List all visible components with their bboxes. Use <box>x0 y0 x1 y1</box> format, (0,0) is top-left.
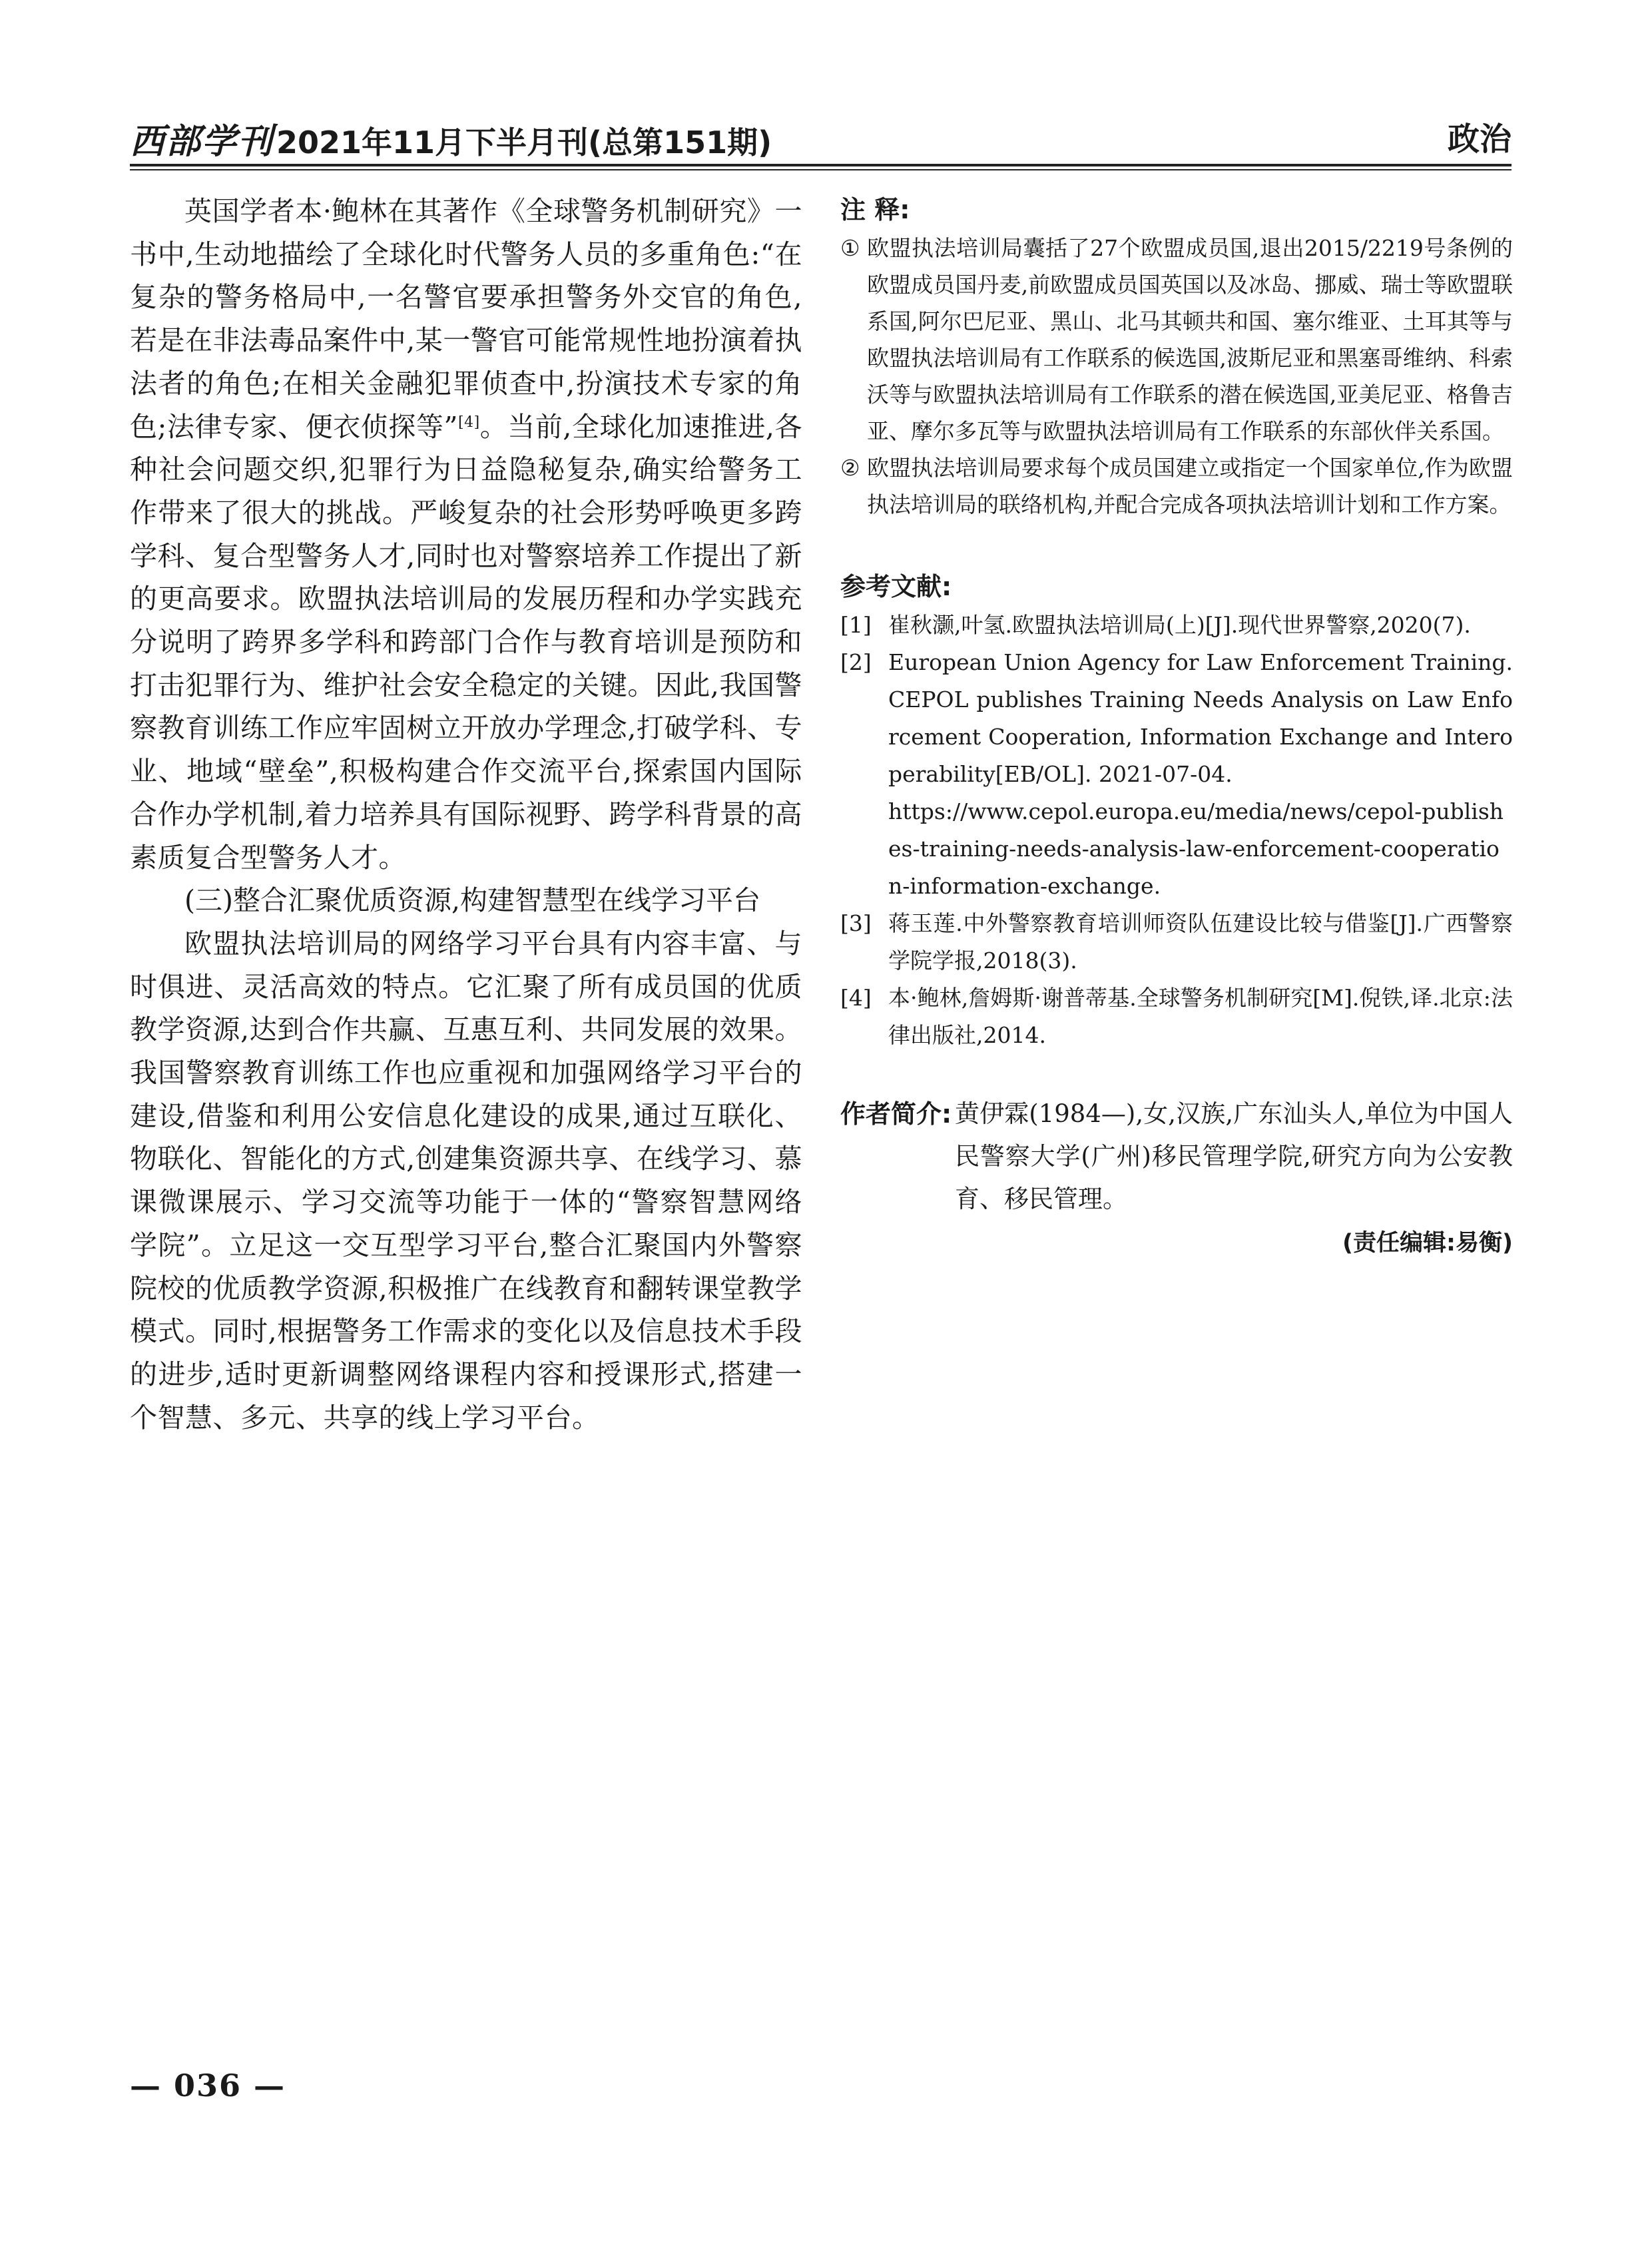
note-text: 欧盟执法培训局要求每个成员国建立或指定一个国家单位,作为欧盟执法培训局的联络机构,并配合完成各项执法培训计划和工作方案。 <box>867 455 1513 517</box>
reference-item <box>840 644 1513 905</box>
references-list <box>840 607 1513 1054</box>
journal-logo: 西部学刊 <box>130 121 274 162</box>
reference-mark: [4] <box>840 985 872 1011</box>
right-column <box>840 190 1513 1263</box>
reference-text: 崔秋灏,叶氢.欧盟执法培训局(上)[J].现代世界警察,2020(7). <box>888 612 1471 638</box>
note-mark: ① <box>840 235 860 261</box>
citation-4[interactable]: [4] <box>457 414 480 431</box>
header-rule-thick <box>130 164 1512 166</box>
left-column <box>130 190 802 1439</box>
body-paragraph-2: 欧盟执法培训局的网络学习平台具有内容丰富、与时俱进、灵活高效的特点。它汇聚了所有成员国的优质教学资源,达到合作共赢、互惠互利、共同发展的效果。我国警察教育训练工作也应重视和加强网络学习平台的建设,借鉴和利用公安信息化建设的成果,通过互联化、物联化、智能化的方式,创建集资源共享、在线学习、慕课微课展示、学习交流等功能于一体的“警察智慧网络学院”。立足这一交互型学习平台,整合汇聚国内外警察院校的优质教学资源,积极推广在线教育和翻转课堂教学模式。同时,根据警务工作需求的变化以及信息技术手段的进步,适时更新调整网络课程内容和授课形式,搭建一个智慧、多元、共享的线上学习平台。 <box>130 927 802 1434</box>
header-left <box>130 113 772 163</box>
responsible-editor: (责任编辑:易衡) <box>1342 1230 1513 1257</box>
body-paragraph-1 <box>130 190 802 879</box>
page-number: — 036 — <box>130 2068 286 2103</box>
paragraph-1-rest: 。当前,全球化加速推进,各种社会问题交织,犯罪行为日益隐秘复杂,确实给警务工作带来了很大的挑战。严峻复杂的社会形势呼唤更多跨学科、复合型警务人才,同时也对警察培养工作提出了新的更高要求。欧盟执法培训局的发展历程和办学实践充分说明了跨界多学科和跨部门合作与教育培训是预防和打击犯罪行为、维护社会安全稳定的关键。因此,我国警察教育训练工作应牢固树立开放办学理念,打破学科、专业、地域“壁垒”,积极构建合作交流平台,探索国内国际合作办学机制,着力培养具有国际视野、跨学科背景的高素质复合型警务人才。 <box>130 410 802 874</box>
author-bio <box>840 1093 1513 1221</box>
author-text: 黄伊霖(1984—),女,汉族,广东汕头人,单位为中国人民警察大学(广州)移民管理学院,研究方向为公安教育、移民管理。 <box>955 1099 1513 1213</box>
reference-mark: [1] <box>840 612 872 638</box>
reference-item <box>840 607 1513 644</box>
paragraph-1-text: 英国学者本·鲍林在其著作《全球警务机制研究》一书中,生动地描绘了全球化时代警务人员的多重角色:“在复杂的警务格局中,一名警官要承担警务外交官的角色,若是在非法毒品案件中,某一警官可能常规性地扮演着执法者的角色;在相关金融犯罪侦查中,扮演技术专家的角色;法律专家、便衣侦探等” <box>130 195 802 443</box>
references-title: 参考文献: <box>840 572 952 601</box>
author-label: 作者简介: <box>840 1099 952 1129</box>
note-item <box>840 449 1513 523</box>
note-mark: ② <box>840 455 860 481</box>
reference-item <box>840 905 1513 980</box>
notes-list <box>840 230 1513 523</box>
issue-info: 2021年11月下半月刊(总第151期) <box>276 125 772 160</box>
reference-mark: [3] <box>840 910 872 936</box>
note-item <box>840 230 1513 449</box>
page-header <box>130 113 1512 160</box>
header-rule-thin <box>130 169 1512 170</box>
reference-text: 蒋玉莲.中外警察教育培训师资队伍建设比较与借鉴[J].广西警察学院学报,2018(3). <box>888 910 1513 974</box>
notes-title: 注 释: <box>840 195 910 224</box>
section-name: 政治 <box>1447 121 1512 158</box>
section-heading-3: (三)整合汇聚优质资源,构建智慧型在线学习平台 <box>184 884 761 917</box>
reference-item <box>840 980 1513 1054</box>
reference-body: European Union Agency for Law Enforcement Training. CEPOL publishes Training Needs Analysis on Law Enforcement Cooperation, Information Exchange and Interoperability[EB/OL]. 2021-07-04. <box>888 649 1513 787</box>
note-text: 欧盟执法培训局囊括了27个欧盟成员国,退出2015/2219号条例的欧盟成员国丹麦,前欧盟成员国英国以及冰岛、挪威、瑞士等欧盟联系国,阿尔巴尼亚、黑山、北马其顿共和国、塞尔维亚、土耳其等与欧盟执法培训局有工作联系的候选国,波斯尼亚和黑塞哥维纳、科索沃等与欧盟执法培训局有工作联系的潜在候选国,亚美尼亚、格鲁吉亚、摩尔多瓦等与欧盟执法培训局有工作联系的东部伙伴关系国。 <box>867 235 1513 444</box>
reference-text <box>888 644 1513 905</box>
reference-url[interactable]: https://www.cepol.europa.eu/media/news/cepol-publishes-training-needs-analysis-law-enforcement-cooperation-information-exchange. <box>888 798 1504 899</box>
reference-text: 本·鲍林,詹姆斯·谢普蒂基.全球警务机制研究[M].倪铁,译.北京:法律出版社,2014. <box>888 985 1513 1048</box>
reference-mark: [2] <box>840 649 872 675</box>
